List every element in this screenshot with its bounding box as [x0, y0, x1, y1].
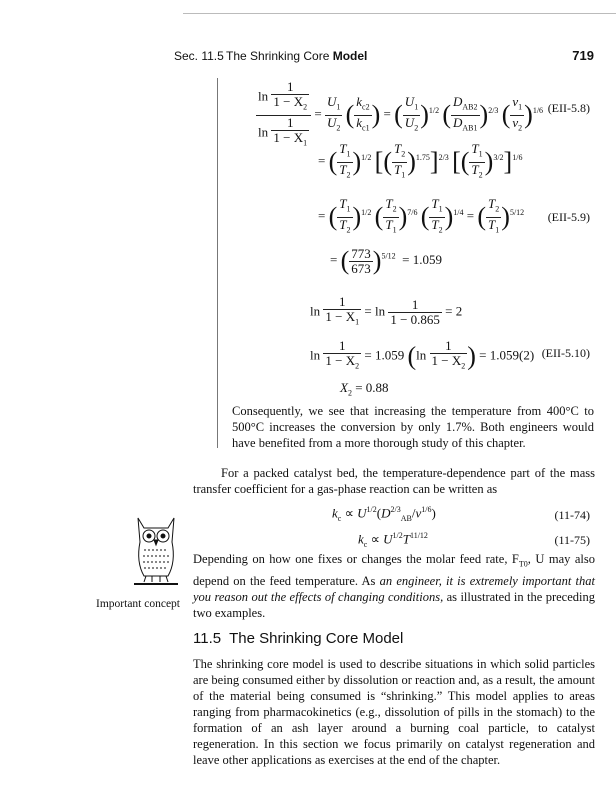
- example-conclusion-paragraph: Consequently, we see that increasing the temperature from 400°C to 500°C increases the conversion by only 1.7%. Both engineers would have benefited from a more thorough study of this chapter.: [232, 404, 594, 450]
- running-title: The Shrinking Core Model: [226, 49, 368, 63]
- owl-icon: [132, 512, 180, 594]
- equation-x2-result: $X_2 = 0.88$: [340, 380, 389, 398]
- equation-line-2: = ( $\frac{T_1}{T_2}$ )$^{1/2}$ [( $\frac{T_2}{T_1}$ )$^{1.75}$]$^{2/3}$ [( $\frac{T_1}{T_2}$ )$^{3/2}$]$^{1/6}$: [318, 141, 523, 180]
- equation-ell-5-10: ln $\frac{1}{1 - X_2}$ = 1.059 (ln $\frac{1}{1 - X_2}$ ) = 1.059(2): [310, 338, 535, 371]
- packed-bed-paragraph: For a packed catalyst bed, the temperature-dependence part of the mass transfer coefficient for a gas-phase reaction can be written as: [193, 466, 595, 496]
- equation-number-11-74: (11-74): [554, 508, 590, 522]
- equation-number-ell-5-8: (EII-5.8): [547, 101, 590, 115]
- equation-ln-x1: ln $\frac{1}{1 - X_1}$ = ln $\frac{1}{1 - 0.865}$ = 2: [310, 294, 463, 327]
- equation-number-11-75: (11-75): [554, 533, 590, 547]
- section-label: Sec. 11.5: [174, 49, 224, 63]
- section-heading: 11.5 The Shrinking Core Model: [193, 630, 404, 647]
- example-side-bar: [217, 78, 218, 448]
- page-number: 719: [572, 48, 594, 63]
- equation-number-ell-5-10: (EII-5.10): [541, 346, 590, 360]
- ln-ratio: ln $\frac{1}{1 - X_2}$ ln $\frac{1}{1 - X_1}$: [256, 80, 311, 150]
- top-rule: [183, 13, 616, 14]
- equation-11-74: $k_c \propto U^{1/2}(D^{2/3}_{AB}/\nu^{1/6})$: [332, 505, 436, 523]
- feed-rate-paragraph: Depending on how one fixes or changes the molar feed rate, $F_{T0}$, U may also depend on the feed temperature. As an engineer, it is extremely important that you reason out the effects of changing conditions, as illustrated in the preceding two examples.: [193, 552, 596, 620]
- shrinking-core-paragraph: The shrinking core model is used to describe situations in which solid particles are being consumed either by dissolution or reaction and, as a result, the amount of the material being consumed is “shrinking.” This model applies to areas ranging from pharmacokinetics (e.g., dissolution of pills in the stomach) to the formation of an ash layer around a burning coal particle, to catalyst regeneration. In this section we focus primarily on catalyst regeneration and leave other applications as exercises at the end of the chapter.: [193, 657, 595, 767]
- equation-number-ell-5-9: (EII-5.9): [547, 210, 590, 224]
- margin-note: Important concept: [96, 598, 180, 610]
- equation-11-75: $k_c \propto U^{1/2}T^{11/12}$: [358, 531, 428, 549]
- equation-ell-5-8: ln $\frac{1}{1 - X_2}$ ln $\frac{1}{1 - X_1}$ = $\frac{U_1}{U_2}$ ( $\frac{k_{c2}}{k_{c1}}$ ) = ( $\frac{U_1}{U_2}$ )$^{1/2}$ ( $\frac{D_{AB2}}{D_{AB1}}$ )$^{2/3}$ ( $\frac{\nu_1}{\nu_2}$ )$^{1/6}$: [256, 80, 543, 150]
- equation-ell-5-9: = ( $\frac{T_1}{T_2}$ )$^{1/2}$ ( $\frac{T_2}{T_1}$ )$^{7/6}$ ( $\frac{T_1}{T_2}$ )$^{1/4}$ = ( $\frac{T_2}{T_1}$ )$^{5/12}$: [318, 196, 525, 235]
- running-header: [174, 48, 594, 66]
- equation-temperature-ratio: = ( $\frac{773}{673}$ )$^{5/12}$ = 1.059: [330, 245, 443, 276]
